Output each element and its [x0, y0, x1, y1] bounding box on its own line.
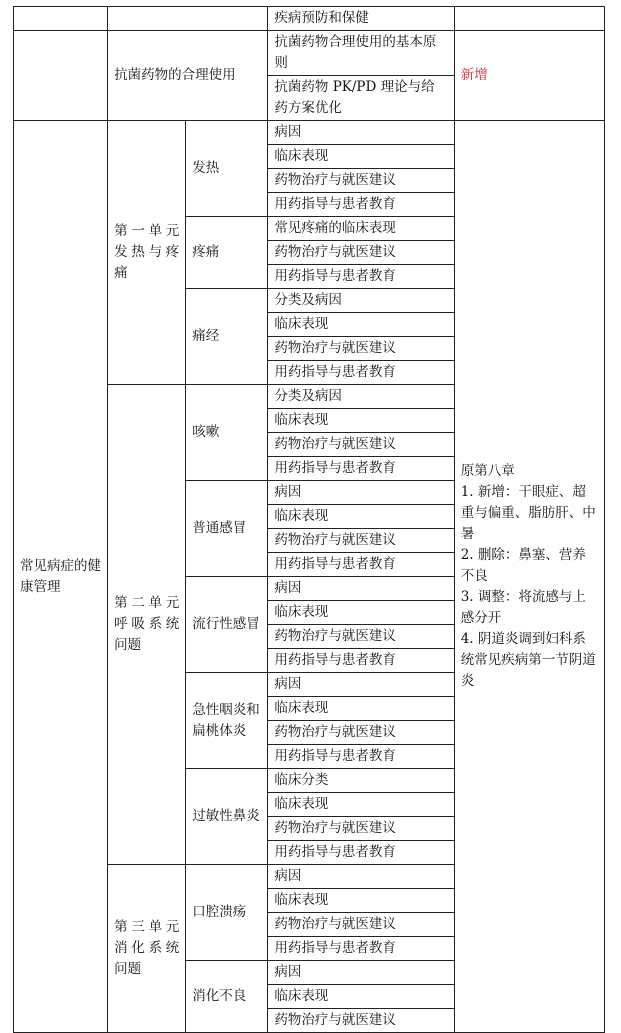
topic-cell: 用药指导与患者教育: [268, 841, 454, 865]
topic-cell: 临床表现: [268, 145, 454, 169]
topic-cell: 临床表现: [268, 697, 454, 721]
topic-cell: 药物治疗与就医建议: [268, 169, 454, 193]
topic-cell: 临床分类: [268, 769, 454, 793]
topic-cell: 临床表现: [268, 409, 454, 433]
disease-cell: 流行性感冒: [186, 577, 268, 673]
topic-cell: 临床表现: [268, 793, 454, 817]
topic-cell: 分类及病因: [268, 385, 454, 409]
disease-cell: 急性咽炎和扁桃体炎: [186, 673, 268, 769]
topic-cell: 药物治疗与就医建议: [268, 241, 454, 265]
topic-cell: 抗菌药物合理使用的基本原则: [268, 31, 454, 76]
topic-cell: 用药指导与患者教育: [268, 553, 454, 577]
topic-cell: 药物治疗与就医建议: [268, 433, 454, 457]
note-line: 原第八章: [460, 463, 515, 479]
notes-cell: [454, 121, 604, 1033]
disease-cell: 发热: [186, 121, 268, 217]
topic-cell: 抗菌药物 PK/PD 理论与给药方案优化: [268, 76, 454, 121]
note-line: 4. 阴道炎调到妇科系统常见疾病第一节阴道炎: [460, 631, 596, 689]
empty-cell: [14, 31, 108, 121]
section-cell: 抗菌药物的合理使用: [108, 31, 268, 121]
syllabus-table: [13, 6, 605, 1033]
topic-cell: 用药指导与患者教育: [268, 457, 454, 481]
note-cell: [454, 7, 604, 31]
table-row: [14, 7, 605, 31]
disease-cell: 咳嗽: [186, 385, 268, 481]
disease-cell: 过敏性鼻炎: [186, 769, 268, 865]
topic-cell: 药物治疗与就医建议: [268, 817, 454, 841]
topic-cell: 病因: [268, 577, 454, 601]
topic-cell: 常见疼痛的临床表现: [268, 217, 454, 241]
topic-cell: 分类及病因: [268, 289, 454, 313]
table-row: [14, 31, 605, 76]
topic-cell: 用药指导与患者教育: [268, 361, 454, 385]
note-line: 2. 删除：鼻塞、营养不良: [460, 547, 586, 584]
topic-cell: 用药指导与患者教育: [268, 745, 454, 769]
topic-cell: 用药指导与患者教育: [268, 649, 454, 673]
topic-cell: 病因: [268, 481, 454, 505]
topic-cell: 临床表现: [268, 313, 454, 337]
note-line: 3. 调整：将流感与上感分开: [460, 589, 586, 626]
unit-cell: 第一单元发热与疼痛: [108, 121, 186, 385]
topic-cell: 病因: [268, 121, 454, 145]
empty-cell: [14, 7, 108, 31]
topic-cell: 临床表现: [268, 601, 454, 625]
topic-cell: 药物治疗与就医建议: [268, 625, 454, 649]
chapter-cell: 常见病症的健康管理: [14, 121, 108, 1033]
topic-cell: 药物治疗与就医建议: [268, 529, 454, 553]
disease-cell: 口腔溃疡: [186, 865, 268, 961]
topic-cell: 临床表现: [268, 985, 454, 1009]
table-row: [14, 121, 605, 145]
topic-cell: 疾病预防和保健: [268, 7, 454, 31]
note-line: 1. 新增：干眼症、超重与偏重、脂肪肝、中暑: [460, 484, 596, 542]
disease-cell: 消化不良: [186, 961, 268, 1033]
topic-cell: 病因: [268, 961, 454, 985]
topic-cell: 药物治疗与就医建议: [268, 337, 454, 361]
topic-cell: 用药指导与患者教育: [268, 193, 454, 217]
topic-cell: 用药指导与患者教育: [268, 265, 454, 289]
empty-cell: [108, 7, 268, 31]
topic-cell: 病因: [268, 865, 454, 889]
disease-cell: 疼痛: [186, 217, 268, 289]
disease-cell: 痛经: [186, 289, 268, 385]
topic-cell: 用药指导与患者教育: [268, 937, 454, 961]
unit-cell: 第二单元呼吸系统问题: [108, 385, 186, 865]
topic-cell: 药物治疗与就医建议: [268, 913, 454, 937]
new-badge: 新增: [454, 31, 604, 121]
topic-cell: 病因: [268, 673, 454, 697]
topic-cell: 药物治疗与就医建议: [268, 1009, 454, 1033]
disease-cell: 普通感冒: [186, 481, 268, 577]
unit-cell: 第三单元消化系统问题: [108, 865, 186, 1033]
topic-cell: 临床表现: [268, 505, 454, 529]
topic-cell: 药物治疗与就医建议: [268, 721, 454, 745]
topic-cell: 临床表现: [268, 889, 454, 913]
